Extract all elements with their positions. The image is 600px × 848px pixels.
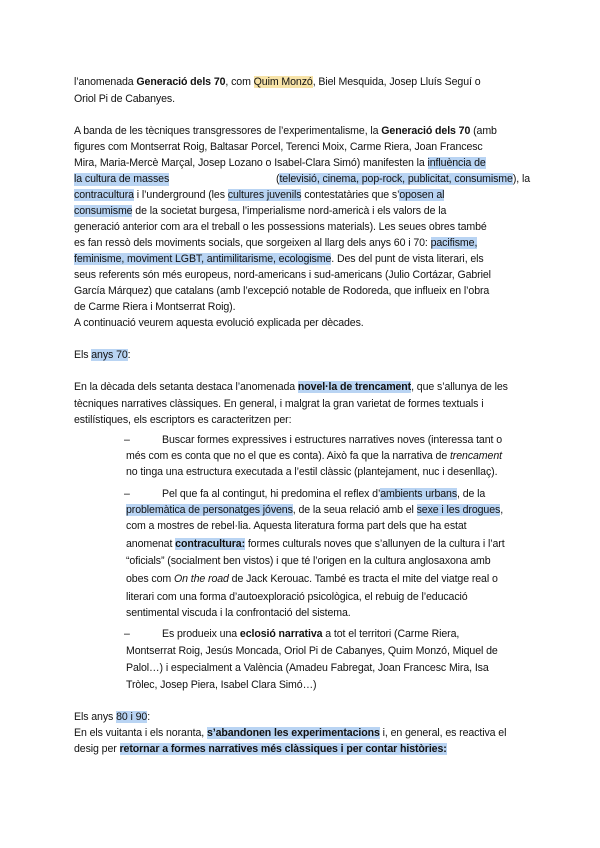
p5-line-2 xyxy=(74,743,447,756)
text: Mira, Maria-Mercè Marçal, Josep Lozano o Isabel-Clara Simó) manifesten la xyxy=(74,157,428,169)
highlight: influència de xyxy=(427,157,486,169)
b2-line-1 xyxy=(162,488,485,501)
generacio-70-term: Generació dels 70 xyxy=(136,76,226,88)
highlight: cultures juvenils xyxy=(227,189,302,201)
text: formes culturals noves que s’allunyen de la cultura i l’art xyxy=(245,538,505,550)
highlight: ambients urbans xyxy=(380,488,458,500)
text: , xyxy=(500,504,504,516)
p2-line-5 xyxy=(74,189,444,202)
text: , Biel Mesquida, Josep Lluís Seguí o xyxy=(312,76,481,88)
text: , com xyxy=(225,76,254,88)
b2-line-6 xyxy=(126,573,498,586)
novella-trencament-highlight: novel·la de trencament xyxy=(297,381,412,393)
p3-line: A continuació veurem aquesta evolució explicada per dècades. xyxy=(74,317,364,329)
p2-line-8 xyxy=(74,237,477,250)
highlight: la cultura de masses xyxy=(74,173,170,185)
text: Els xyxy=(74,349,92,361)
b2-line-8: sentimental viscuda i la confrontació del sistema. xyxy=(126,607,351,619)
text: , que s’allunya de les xyxy=(411,381,508,393)
highlight: anys 70 xyxy=(91,349,128,361)
b1-line-1: Buscar formes expressives i estructures narratives noves (interessa tant o xyxy=(162,434,502,446)
text: anomenat xyxy=(126,538,176,550)
p1-line-1 xyxy=(74,76,530,89)
bullet-dash: – xyxy=(124,488,130,500)
p2-line-6 xyxy=(74,205,446,218)
on-the-road-italic: On the road xyxy=(173,573,229,585)
highlight: consumisme xyxy=(74,205,133,217)
heading-anys-80-90 xyxy=(74,711,150,724)
bullet-dash: – xyxy=(124,434,130,446)
b2-line-5: “oficials” (socialment ben vistos) i que té l’origen en la cultura anglosaxona amb xyxy=(126,555,491,567)
contracultura-highlight: contracultura: xyxy=(175,538,245,550)
p2-line-3 xyxy=(74,157,486,170)
b2-line-7: literari com una forma d’autoexploració psicològica, el rebuig de l’educació xyxy=(126,591,468,603)
text: (amb xyxy=(470,125,497,137)
text: obes com xyxy=(126,573,174,585)
highlight: 80 i 90 xyxy=(116,711,148,723)
text: es fan ressò dels moviments socials, que sorgeixen al llarg dels anys 60 i 70: xyxy=(74,237,431,249)
text: : xyxy=(127,349,131,361)
text: A banda de les tècniques transgressores de l’experimentalisme, la xyxy=(74,125,382,137)
text: de Jack Kerouac. També es tracta el mite del viatge real o xyxy=(228,573,498,585)
p4-line-1 xyxy=(74,381,508,394)
text: i l’underground (les xyxy=(133,189,228,201)
p4-line-2: tècniques narratives clàssiques. En general, i malgrat la gran varietat de formes textuals i xyxy=(74,398,484,410)
bullet-dash: – xyxy=(124,628,130,640)
text: de la societat burgesa, l’imperialisme nord-americà i els valors de la xyxy=(132,205,447,217)
b3-line-4: Tròlec, Josep Piera, Isabel Clara Simó…) xyxy=(126,679,317,691)
text: més com es conta que no el que es conta). Això fa que la narrativa de xyxy=(126,450,450,462)
generacio-70-term-2: Generació dels 70 xyxy=(381,125,471,137)
p2-line-7: generació anterior com ara el treball o les possessions materials). Les seues obres també xyxy=(74,221,487,233)
eclosio-narrativa-term: eclosió narrativa xyxy=(239,628,323,640)
p1-line-2: Oriol Pi de Cabanyes. xyxy=(74,93,175,105)
text: a tot el territori (Carme Riera, xyxy=(322,628,460,640)
highlight: oposen al xyxy=(399,189,445,201)
text: Es produeix una xyxy=(162,628,240,640)
highlight: feminisme, moviment LGBT, antimilitarisme, ecologisme xyxy=(74,253,332,265)
text: Els anys xyxy=(74,711,117,723)
retornar-highlight: retornar a formes narratives més clàssiques i per contar històries: xyxy=(119,743,447,755)
text: ), la xyxy=(512,173,530,185)
b2-line-2 xyxy=(126,504,503,517)
text: : xyxy=(147,711,151,723)
highlight: televisió, cinema, pop-rock, publicitat, consumisme xyxy=(279,173,513,185)
p2-line-4 xyxy=(74,173,530,186)
highlight: problemàtica de personatges jóvens xyxy=(126,504,293,516)
text: En la dècada dels setanta destaca l’anomenada xyxy=(74,381,298,393)
heading-anys-70 xyxy=(74,349,131,362)
b2-line-4 xyxy=(126,538,505,551)
b3-line-1 xyxy=(162,628,459,641)
p2-line-11: García Márquez) que catalans (amb l’excepció notable de Rodoreda, que influeix en l’obra xyxy=(74,285,490,297)
text: , de la seua relació amb el xyxy=(292,504,417,516)
p2-line-9 xyxy=(74,253,484,266)
b1-line-3: no tinga una estructura executada a l’estil clàssic (plantejament, nuc i desenllaç). xyxy=(126,466,498,478)
text: ( xyxy=(276,173,280,185)
quim-monzo-highlight: Quim Monzó xyxy=(253,76,313,88)
b3-line-3: Palol…) i especialment a València (Amadeu Fabregat, Joan Francesc Mira, Isa xyxy=(126,662,489,674)
text: En els vuitanta i els noranta, xyxy=(74,727,207,739)
b1-line-2 xyxy=(126,450,502,463)
text: l’anomenada xyxy=(74,76,137,88)
p5-line-1 xyxy=(74,727,506,740)
text: Pel que fa al contingut, hi predomina el reflex d’ xyxy=(162,488,381,500)
p2-line-2: figures com Montserrat Roig, Baltasar Porcel, Terenci Moix, Carme Riera, Joan Francesc xyxy=(74,141,483,153)
p2-line-12: de Carme Riera i Montserrat Roig). xyxy=(74,301,236,313)
b3-line-2: Montserrat Roig, Jesús Moncada, Oriol Pi de Cabanyes, Quim Monzó, Miquel de xyxy=(126,645,498,657)
text: desig per xyxy=(74,743,120,755)
highlight: contracultura xyxy=(74,189,134,201)
p2-line-1 xyxy=(74,125,530,138)
abandonen-highlight: s’abandonen les experimentacions xyxy=(206,727,380,739)
b2-line-3: com a mostres de rebel·lia. Aquesta literatura forma part dels que ha estat xyxy=(126,520,467,532)
p2-line-10: seus referents són més europeus, nord-americans i sud-americans (Julio Cortázar, Gabriel xyxy=(74,269,491,281)
highlight: pacifisme, xyxy=(430,237,478,249)
text: , de la xyxy=(457,488,486,500)
highlight: sexe i les drogues xyxy=(416,504,501,516)
trencament-italic: trencament xyxy=(449,450,502,462)
text: contestatàries que s’ xyxy=(301,189,400,201)
text: i, en general, es reactiva el xyxy=(379,727,507,739)
p4-line-3: estilístiques, els escriptors es caracteritzen per: xyxy=(74,414,292,426)
text: . Des del punt de vista literari, els xyxy=(331,253,484,265)
